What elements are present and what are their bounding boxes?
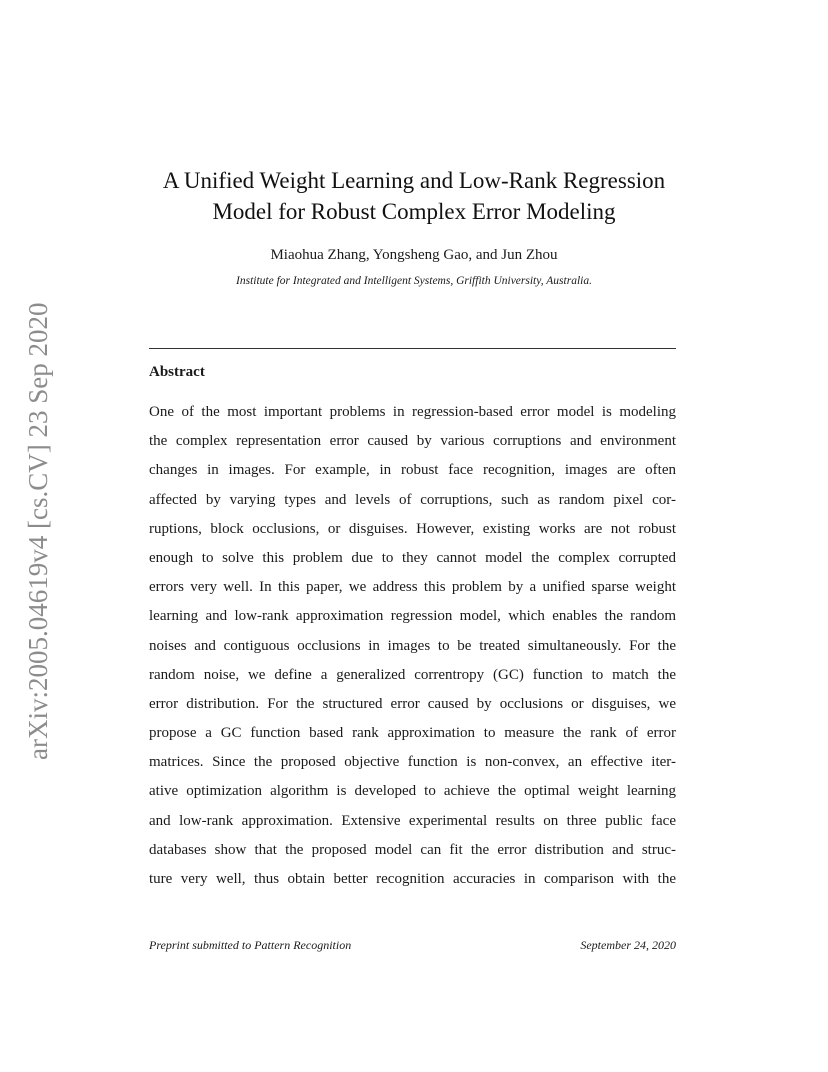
- abstract-line: matrices. Since the proposed objective function is non-convex, an effective iter-: [149, 754, 676, 771]
- abstract-line: learning and low-rank approximation regression model, which enables the random: [149, 608, 676, 625]
- abstract-line: propose a GC function based rank approximation to measure the rank of error: [149, 725, 676, 742]
- affiliation: Institute for Integrated and Intelligent Systems, Griffith University, Australia.: [236, 275, 592, 287]
- abstract-line: affected by varying types and levels of corruptions, such as random pixel cor-: [149, 491, 676, 508]
- abstract-line: enough to solve this problem due to they cannot model the complex corrupted: [149, 549, 676, 566]
- abstract-line: databases show that the proposed model can fit the error distribution and struc-: [149, 841, 676, 858]
- section-divider: [149, 348, 676, 349]
- abstract-body: [149, 398, 676, 894]
- abstract-line: errors very well. In this paper, we address this problem by a unified sparse weight: [149, 579, 676, 596]
- abstract-line: ative optimization algorithm is developed to achieve the optimal weight learning: [149, 783, 676, 800]
- abstract-line: changes in images. For example, in robust face recognition, images are often: [149, 462, 676, 479]
- author-list: Miaohua Zhang, Yongsheng Gao, and Jun Zhou: [270, 247, 558, 263]
- abstract-line: ruptions, block occlusions, or disguises. However, existing works are not robust: [149, 520, 676, 537]
- abstract-line: random noise, we define a generalized correntropy (GC) function to match the: [149, 666, 676, 683]
- abstract-line: ture very well, thus obtain better recognition accuracies in comparison with the: [149, 871, 676, 887]
- abstract-heading: Abstract: [149, 364, 205, 380]
- abstract-line: One of the most important problems in regression-based error model is modeling: [149, 404, 676, 420]
- paper-title-line-2: Model for Robust Complex Error Modeling: [212, 199, 616, 224]
- arxiv-identifier: arXiv:2005.04619v4 [cs.CV] 23 Sep 2020: [23, 302, 53, 760]
- abstract-line: error distribution. For the structured error caused by occlusions or disguises, we: [149, 695, 676, 712]
- paper-title-line-1: A Unified Weight Learning and Low-Rank Regression: [162, 168, 666, 193]
- footer-submission-note: Preprint submitted to Pattern Recognition: [149, 938, 352, 952]
- abstract-line: and low-rank approximation. Extensive experimental results on three public face: [149, 812, 676, 829]
- abstract-line: the complex representation error caused by various corruptions and environment: [149, 433, 676, 450]
- abstract-line: noises and contiguous occlusions in images to be treated simultaneously. For the: [149, 637, 676, 654]
- paper-title: [100, 165, 728, 227]
- footer-date: September 24, 2020: [580, 938, 676, 952]
